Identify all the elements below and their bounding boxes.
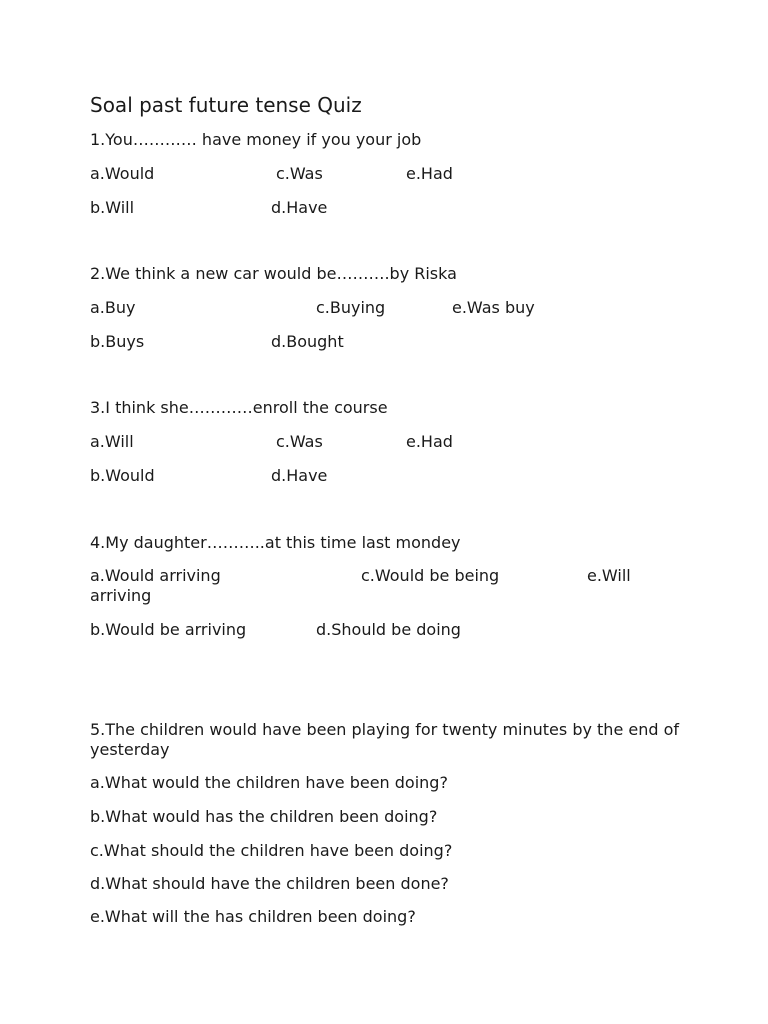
question-4-option-d: d.Should be doing	[316, 620, 461, 639]
question-3-option-b: b.Would	[90, 466, 155, 485]
question-5-option-d: d.What should have the children been done?	[90, 874, 449, 893]
question-4-option-e: e.Will	[587, 566, 631, 585]
question-2-prompt: 2.We think a new car would be……….by Riska	[90, 264, 457, 283]
question-1-option-e: e.Had	[406, 164, 453, 183]
question-5-option-c: c.What should the children have been doing?	[90, 841, 453, 860]
question-1-option-b: b.Will	[90, 198, 135, 217]
question-2-option-a: a.Buy	[90, 298, 136, 317]
question-3-option-d: d.Have	[271, 466, 328, 485]
question-5-option-e: e.What will the has children been doing?	[90, 907, 416, 926]
question-2-option-b: b.Buys	[90, 332, 145, 351]
question-4-option-b: b.Would be arriving	[90, 620, 247, 639]
question-3-option-a: a.Will	[90, 432, 134, 451]
question-5-prompt: 5.The children would have been playing for twenty minutes by the end of yesterday	[90, 720, 680, 759]
question-4-option-a: a.Would arriving	[90, 566, 221, 585]
question-4-option-c: c.Would be being	[361, 566, 500, 585]
question-1-prompt: 1.You………… have money if you your job	[90, 130, 422, 149]
question-2-option-c: c.Buying	[316, 298, 386, 317]
question-1-option-a: a.Would	[90, 164, 155, 183]
question-4-option-e-continued: arriving	[90, 586, 152, 605]
question-5-option-a: a.What would the children have been doing?	[90, 773, 448, 792]
question-3-prompt: 3.I think she…………enroll the course	[90, 398, 388, 417]
question-1-option-d: d.Have	[271, 198, 328, 217]
question-2-option-d: d.Bought	[271, 332, 344, 351]
question-4-prompt: 4.My daughter………..at this time last mondey	[90, 533, 461, 552]
question-2-option-e: e.Was buy	[452, 298, 535, 317]
question-3-option-e: e.Had	[406, 432, 453, 451]
page-title: Soal past future tense Quiz	[90, 93, 362, 117]
question-5-option-b: b.What would has the children been doing?	[90, 807, 438, 826]
question-1-option-c: c.Was	[276, 164, 323, 183]
question-3-option-c: c.Was	[276, 432, 323, 451]
